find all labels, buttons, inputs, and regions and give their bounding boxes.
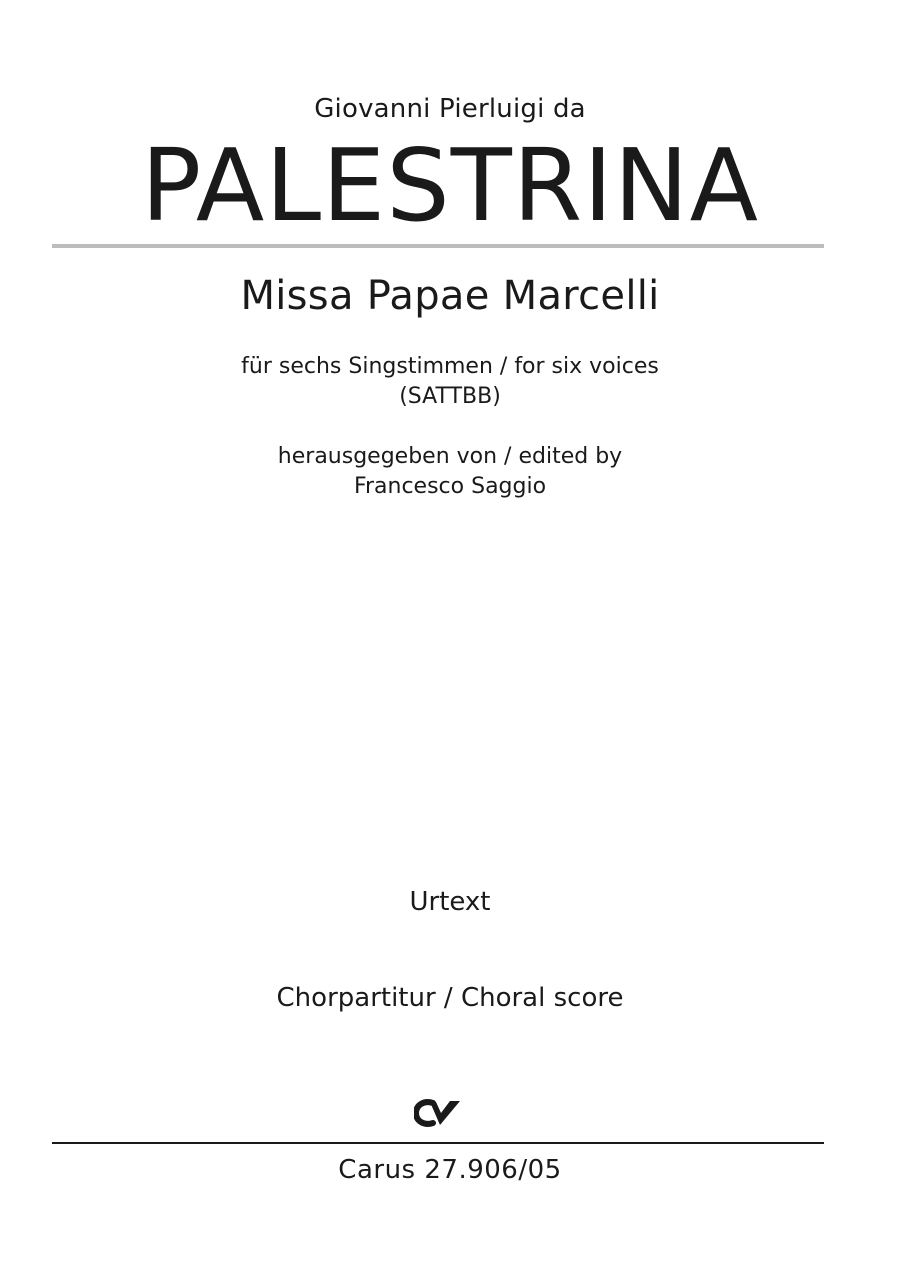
carus-logo-icon [414, 1097, 464, 1129]
composer-surname: PALESTRINA [141, 127, 759, 244]
top-divider [52, 244, 824, 248]
editor-name: Francesco Saggio [353, 474, 547, 499]
work-title: Missa Papae Marcelli [240, 273, 660, 319]
scoring-voicing: (SATTBB) [399, 384, 501, 409]
editor-label: herausgegeben von / edited by [277, 444, 623, 469]
composer-first-names: Giovanni Pierluigi da [314, 94, 586, 124]
scoring-voices: für sechs Singstimmen / for six voices [241, 354, 659, 379]
edition-type: Chorpartitur / Choral score [276, 983, 624, 1013]
urtext-label: Urtext [409, 887, 491, 917]
catalog-number: Carus 27.906/05 [338, 1155, 562, 1185]
bottom-divider [52, 1142, 824, 1144]
